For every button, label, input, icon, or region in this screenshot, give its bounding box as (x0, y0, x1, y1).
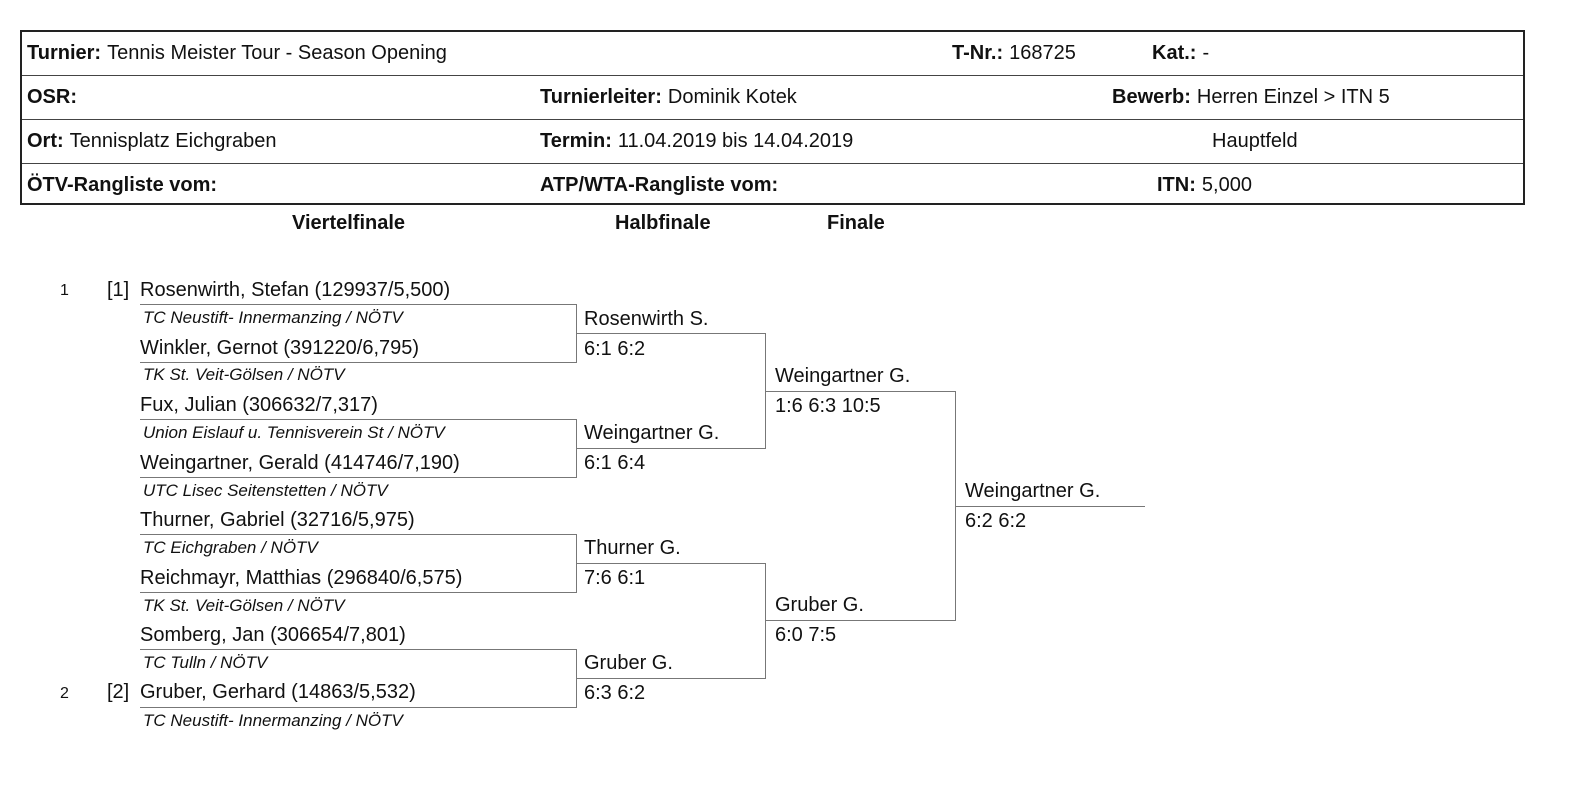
bracket-line (576, 563, 766, 564)
player-club: TC Neustift- Innermanzing / NÖTV (143, 711, 403, 730)
bracket-line (765, 391, 956, 392)
halbfinale-winner: Thurner G. (584, 537, 681, 559)
round-title-halbfinale: Halbfinale (615, 212, 711, 234)
round-title-viertelfinale: Viertelfinale (292, 212, 406, 234)
player-name: Rosenwirth, Stefan (129937/5,500) (140, 279, 451, 301)
header-row-officials (22, 75, 1523, 119)
player-name: Fux, Julian (306632/7,317) (140, 394, 378, 416)
header-row-rankings (22, 163, 1523, 207)
champion-winner: Weingartner G. (965, 480, 1101, 502)
bracket-line (765, 620, 956, 621)
player-club: Union Eislauf u. Tennisverein St / NÖTV (143, 423, 445, 442)
seed-2: [2] (107, 681, 130, 703)
ort-label: Ort: (27, 130, 64, 152)
itn-value: 5,000 (1201, 174, 1252, 196)
player-name: Thurner, Gabriel (32716/5,975) (140, 509, 415, 531)
halbfinale-score: 7:6 6:1 (584, 567, 646, 589)
champion-score: 6:2 6:2 (965, 510, 1027, 532)
round-title-finale: Finale (827, 212, 885, 234)
tnr-label: T-Nr.: (952, 42, 1004, 64)
halbfinale-score: 6:3 6:2 (584, 682, 646, 704)
termin-label: Termin: (540, 130, 612, 152)
finale-winner: Weingartner G. (775, 365, 911, 387)
header-row-tournament (22, 32, 1523, 75)
turnier-value: Tennis Meister Tour - Season Opening (107, 42, 447, 64)
atp-rangliste-label: ATP/WTA-Rangliste vom: (540, 174, 779, 196)
kat-value: - (1202, 42, 1210, 64)
halbfinale-winner: Gruber G. (584, 652, 673, 674)
tnr-value: 168725 (1009, 42, 1076, 64)
finale-score: 6:0 7:5 (775, 624, 837, 646)
halbfinale-winner: Weingartner G. (584, 422, 720, 444)
player-club: TC Tulln / NÖTV (143, 653, 268, 672)
bracket-line (576, 333, 766, 334)
player-club: TC Neustift- Innermanzing / NÖTV (143, 308, 403, 327)
player-name: Gruber, Gerhard (14863/5,532) (140, 681, 416, 703)
feld-value: Hauptfeld (1212, 130, 1298, 152)
turnier-label: Turnier: (27, 42, 102, 64)
bracket-line (140, 477, 577, 478)
itn-label: ITN: (1157, 174, 1196, 196)
bracket-line (140, 649, 577, 650)
player-club: TK St. Veit-Gölsen / NÖTV (143, 365, 345, 384)
oetv-rangliste-label: ÖTV-Rangliste vom: (27, 174, 218, 196)
player-club: UTC Lisec Seitenstetten / NÖTV (143, 481, 388, 500)
bracket-line (140, 592, 577, 593)
finale-winner: Gruber G. (775, 594, 864, 616)
player-club: TK St. Veit-Gölsen / NÖTV (143, 596, 345, 615)
bracket-line (140, 707, 577, 708)
bracket-line (765, 563, 766, 679)
termin-value: 11.04.2019 bis 14.04.2019 (617, 130, 854, 152)
draw-position-1: 1 (60, 282, 69, 299)
seed-1: [1] (107, 279, 130, 301)
turnierleiter-label: Turnierleiter: (540, 86, 662, 108)
bewerb-value: Herren Einzel > ITN 5 (1196, 86, 1390, 108)
ort-value: Tennisplatz Eichgraben (69, 130, 277, 152)
draw-position-2: 2 (60, 685, 69, 702)
bracket-line (140, 362, 577, 363)
player-name: Weingartner, Gerald (414746/7,190) (140, 452, 460, 474)
bracket-line (576, 678, 766, 679)
kat-label: Kat.: (1152, 42, 1197, 64)
finale-score: 1:6 6:3 10:5 (775, 395, 881, 417)
player-name: Reichmayr, Matthias (296840/6,575) (140, 567, 463, 589)
halbfinale-score: 6:1 6:2 (584, 338, 646, 360)
halbfinale-score: 6:1 6:4 (584, 452, 646, 474)
halbfinale-winner: Rosenwirth S. (584, 308, 709, 330)
turnierleiter-value: Dominik Kotek (667, 86, 797, 108)
bewerb-label: Bewerb: (1112, 86, 1191, 108)
bracket-line (576, 448, 766, 449)
bracket-line (140, 304, 577, 305)
bracket-line (955, 506, 1145, 507)
player-name: Somberg, Jan (306654/7,801) (140, 624, 406, 646)
bracket-line (140, 419, 577, 420)
player-club: TC Eichgraben / NÖTV (143, 538, 318, 557)
bracket-line (140, 534, 577, 535)
player-name: Winkler, Gernot (391220/6,795) (140, 337, 420, 359)
header-row-location (22, 119, 1523, 163)
osr-label: OSR: (27, 86, 77, 108)
tournament-header (20, 30, 1525, 205)
